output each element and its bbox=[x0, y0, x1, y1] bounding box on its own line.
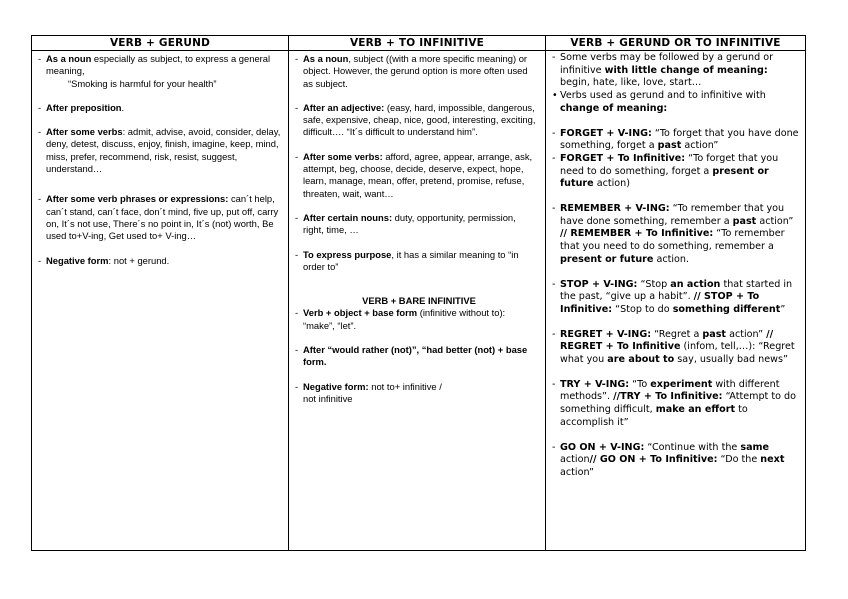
list-item: - After certain nouns: duty, opportunity, permission, right, time, … bbox=[295, 211, 516, 236]
list-item: - FORGET + To Infinitive: “To forget that you need to do something, forget a present or future action) bbox=[552, 152, 779, 190]
column-verb-to-infinitive bbox=[289, 36, 546, 550]
example-quote: “Smoking is harmful for your health” bbox=[68, 77, 217, 89]
list-item: - STOP + V-ING: “Stop an action that started in the past, “give up a habit”. // STOP + To Infinitive: “Stop to do something different” bbox=[552, 278, 793, 315]
list-item: - As a noun especially as subject, to express a general meaning, bbox=[38, 53, 271, 77]
list-item: - After an adjective: (easy, hard, impossible, dangerous, safe, expensive, cheap, nice, good, interesting, exciting, difficult…. “It´s difficult to understand him”. bbox=[295, 101, 536, 138]
column-verb-gerund bbox=[32, 36, 289, 550]
column-header: VERB + TO INFINITIVE bbox=[289, 36, 545, 51]
list-item: - As a noun, subject ((with a more specific meaning) or object. However, the gerund option is more often used as subject. bbox=[295, 53, 528, 89]
section-subheading: VERB + BARE INFINITIVE bbox=[362, 295, 476, 307]
list-item: - Some verbs may be followed by a gerund or infinitive with little change of meaning: begin, hate, like, love, start… bbox=[552, 52, 774, 89]
list-item-continuation: not infinitive bbox=[303, 392, 353, 404]
list-item: - Verb + object + base form (infinitive without to): “make”, “let”. bbox=[295, 307, 506, 331]
list-item: - After some verbs: admit, advise, avoid, consider, delay, deny, detest, discuss, enjoy, finish, imagine, keep, mind, miss, prefer, recommend, risk, resist, suggest, understand… bbox=[38, 126, 281, 175]
column-header: VERB + GERUND bbox=[32, 36, 288, 51]
list-item: - GO ON + V-ING: “Continue with the same action// GO ON + To Infinitive: “Do the next action” bbox=[552, 441, 785, 478]
list-item: - Negative form: not + gerund. bbox=[38, 254, 170, 266]
list-item: - To express purpose, it has a similar meaning to “in order to” bbox=[295, 248, 519, 272]
grammar-table bbox=[31, 35, 806, 551]
list-item: • Verbs used as gerund and to infinitive with change of meaning: bbox=[552, 90, 766, 114]
list-item: - After preposition. bbox=[38, 101, 125, 113]
list-item: - TRY + V-ING: “To experiment with different methods”. //TRY + To Infinitive: “Attempt to do something difficult, make an effort to accomplish it” bbox=[552, 378, 797, 428]
list-item: - REGRET + V-ING: “Regret a past action” // REGRET + To Infinitive (infom, tell,…): “Regret what you are about to say, usually bad news” bbox=[552, 328, 795, 366]
list-item: - FORGET + V-ING: “To forget that you have done something, forget a past action” bbox=[552, 127, 799, 152]
list-item: - After some verbs: afford, agree, appear, arrange, ask, attempt, beg, choose, decide, deserve, expect, hope, learn, manage, mean, offer, pretend, promise, refuse, threaten, wait, want… bbox=[295, 150, 533, 199]
list-item: - After “would rather (not)”, “had better (not) + base form. bbox=[295, 344, 528, 368]
list-item: - After some verb phrases or expressions: can´t help, can´t stand, can´t face, don´t mind, five up, put off, carry on, It´s not use, There´s no point in, It´s (not) worth, Be used to+V-ing, Get used to+ V-ing… bbox=[38, 193, 279, 242]
column-header: VERB + GERUND OR TO INFINITIVE bbox=[546, 36, 805, 51]
list-item: - Negative form: not to+ infinitive / bbox=[295, 380, 442, 392]
list-item: - REMEMBER + V-ING: “To remember that you have done something, remember a past action” // REMEMBER + To Infinitive: “To remember that you need to do something, remember a present or future action. bbox=[552, 203, 794, 265]
column-verb-gerund-or-infinitive bbox=[546, 36, 805, 550]
